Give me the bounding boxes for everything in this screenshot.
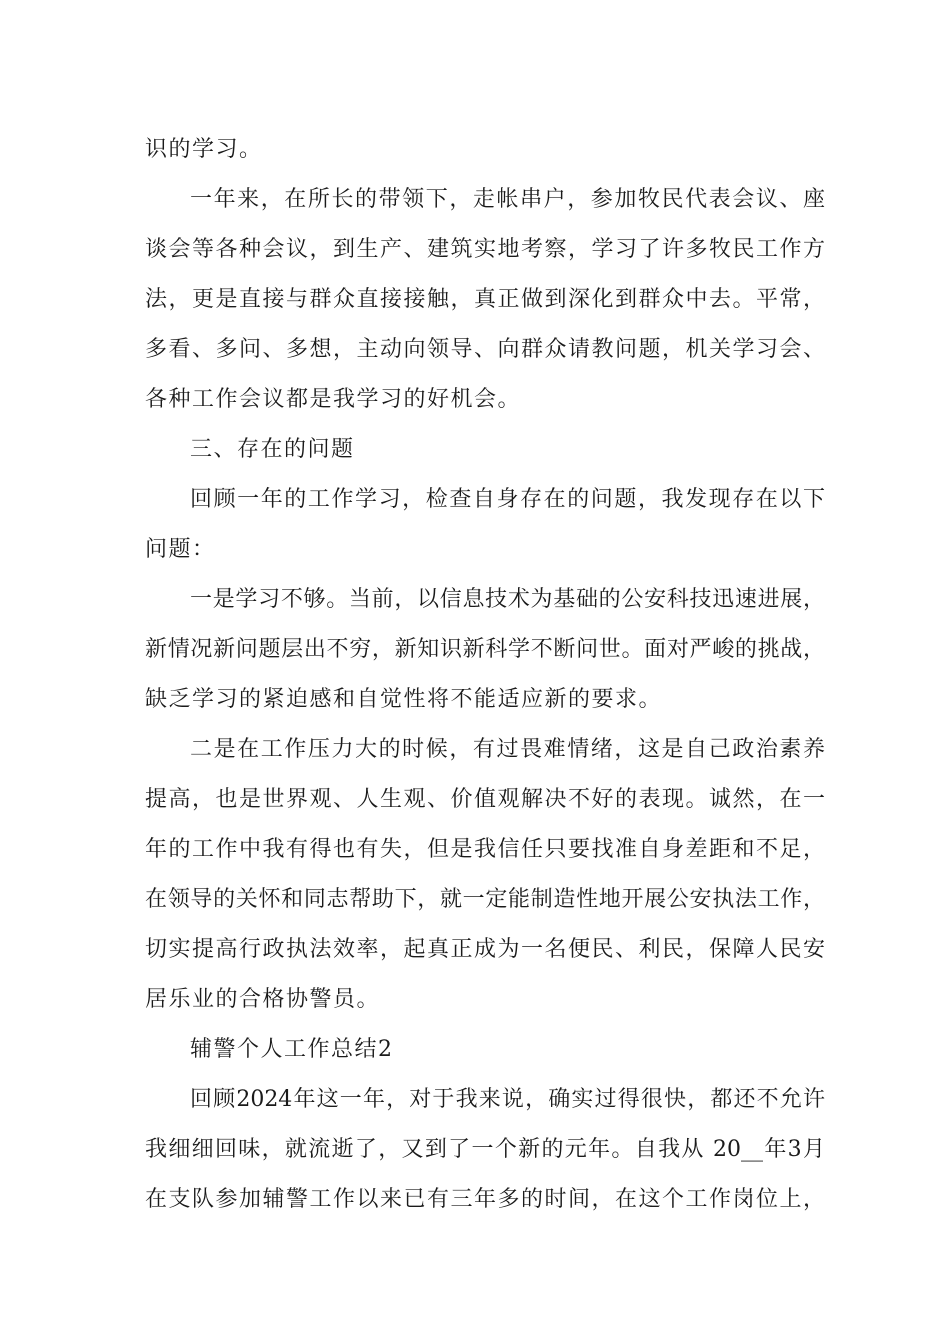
text-line: 新情况新问题层出不穷，新知识新科学不断问世。面对严峻的挑战， xyxy=(145,637,825,662)
paragraph-first-line: 一是学习不够。当前，以信息技术为基础的公安科技迅速进展， xyxy=(190,587,825,612)
text-line: 切实提高行政执法效率，起真正成为一名便民、利民，保障人民安 xyxy=(145,937,825,962)
paragraph-first-line: 回顾2024年这一年，对于我来说，确实过得很快，都还不允许 xyxy=(190,1087,825,1112)
text-line: 提高，也是世界观、人生观、价值观解决不好的表现。诚然，在一 xyxy=(145,787,825,812)
text-line: 在支队参加辅警工作以来已有三年多的时间，在这个工作岗位上， xyxy=(145,1187,825,1212)
text-line: 识的学习。 xyxy=(145,137,263,162)
text-line: 多看、多问、多想，主动向领导、向群众请教问题，机关学习会、 xyxy=(145,337,825,362)
text-line: 谈会等各种会议，到生产、建筑实地考察，学习了许多牧民工作方 xyxy=(145,237,825,262)
text-line: 我细细回味，就流逝了，又到了一个新的元年。自我从 20__年3月 xyxy=(145,1137,825,1162)
text-line: 问题： xyxy=(145,537,216,562)
text-line: 年的工作中我有得也有失，但是我信任只要找准自身差距和不足， xyxy=(145,837,825,862)
text-line: 法，更是直接与群众直接接触，真正做到深化到群众中去。平常， xyxy=(145,287,825,312)
text-line: 各种工作会议都是我学习的好机会。 xyxy=(145,387,522,412)
text-line: 缺乏学习的紧迫感和自觉性将不能适应新的要求。 xyxy=(145,687,663,712)
section-heading: 三、存在的问题 xyxy=(190,437,355,462)
paragraph-first-line: 回顾一年的工作学习，检查自身存在的问题，我发现存在以下 xyxy=(190,487,825,512)
text-line: 居乐业的合格协警员。 xyxy=(145,987,381,1012)
paragraph-first-line: 二是在工作压力大的时候，有过畏难情绪，这是自己政治素养 xyxy=(190,737,825,762)
paragraph-first-line: 一年来，在所长的带领下，走帐串户，参加牧民代表会议、座 xyxy=(190,187,825,212)
text-line: 在领导的关怀和同志帮助下，就一定能制造性地开展公安执法工作， xyxy=(145,887,825,912)
section-heading: 辅警个人工作总结2 xyxy=(190,1037,394,1062)
